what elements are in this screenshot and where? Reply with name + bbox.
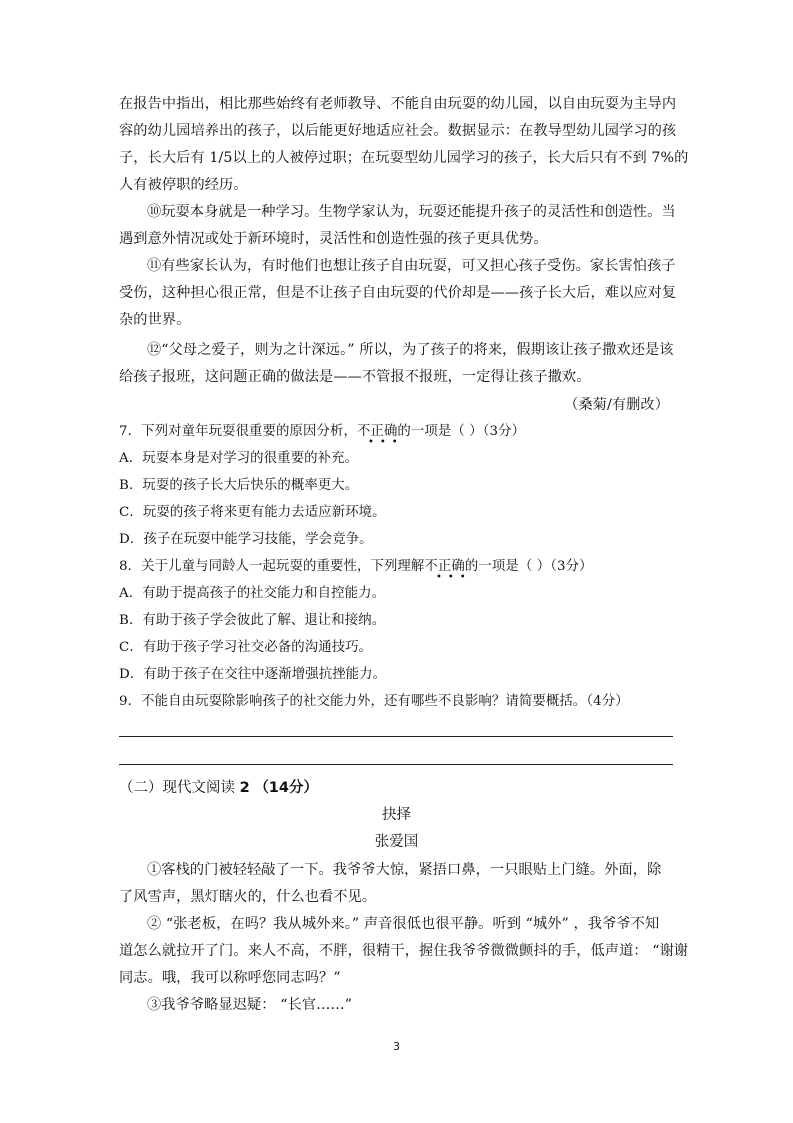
emphasis-dots: •••: [436, 572, 472, 583]
story-paragraph-1-line: ①客栈的门被轻轻敲了一下。我爷爷大惊，紧捂口鼻，一只眼贴上门缝。外面，除: [147, 862, 662, 878]
q8-option-d: D．有助于孩子在交往中逐渐增强抗挫能力。: [119, 667, 387, 682]
q8-option-b: B．有助于孩子学会彼此了解、退让和接纳。: [119, 613, 386, 628]
section-heading-score: （14分）: [254, 780, 318, 796]
answer-line: [119, 736, 673, 737]
emphasis-dots: •••: [368, 437, 404, 448]
section-heading: [119, 778, 318, 798]
story-author: 张爱国: [374, 834, 419, 850]
source-note: （桑菊/有删改）: [564, 397, 669, 413]
story-paragraph-2-line: ② “张老板，在吗？我从城外来。” 声音很低也很平静。听到 “城外” ，我爷爷不知: [147, 916, 660, 932]
story-paragraph-3-line: ③我爷爷略显迟疑： “长官……”: [147, 997, 353, 1013]
passage-line: 在报告中指出，相比那些始终有老师教导、不能自由玩耍的幼儿园，以自由玩耍为主导内: [119, 96, 677, 112]
story-line: 了风雪声，黑灯瞎火的，什么也看不见。: [119, 889, 377, 905]
passage-line: 给孩子报班，这问题正确的做法是——不管报不报班，一定得让孩子撒欢。: [119, 369, 591, 385]
q7-option-d: D．孩子在玩耍中能学习技能，学会竞争。: [119, 532, 373, 547]
story-line: 同志。哦，我可以称呼您同志吗？”: [119, 970, 341, 986]
story-line: 道怎么就拉开了门。来人不高，不胖，很精干，握住我爷爷微微颤抖的手，低声道： “谢谢: [119, 943, 689, 959]
answer-line: [119, 764, 673, 765]
section-heading-text: （二）现代文阅读: [119, 780, 235, 796]
passage-line: 杂的世界。: [119, 312, 191, 328]
passage-line: 受伤，这种担心很正常，但是不让孩子自由玩耍的代价却是——孩子长大后，难以应对复: [119, 285, 677, 301]
passage-line: 子，长大后有 1/5以上的人被停过职；在玩耍型幼儿园学习的孩子，长大后只有不到 7%的: [119, 150, 689, 166]
paragraph-12-line: ⑫“父母之爱子，则为之计深远。” 所以，为了孩子的将来，假期该让孩子撒欢还是该: [147, 342, 674, 358]
passage-line: 人有被停职的经历。: [119, 177, 248, 193]
question-7: 7．下列对童年玩耍很重要的原因分析，不正确的一项是（ ）（3分）: [119, 424, 526, 439]
q7-option-c: C．玩耍的孩子将来更有能力去适应新环境。: [119, 505, 386, 520]
story-title: 抉择: [382, 807, 411, 823]
question-8: 8．关于儿童与同龄人一起玩耍的重要性，下列理解不正确的一项是（ ）（3分）: [119, 559, 593, 574]
q8-option-c: C．有助于孩子学习社交必备的沟通技巧。: [119, 640, 373, 655]
passage-line: 容的幼儿园培养出的孩子，以后能更好地适应社会。数据显示：在教导型幼儿园学习的孩: [119, 123, 677, 139]
q7-option-b: B．玩耍的孩子长大后快乐的概率更大。: [119, 478, 359, 493]
q8-option-a: A．有助于提高孩子的社交能力和自控能力。: [119, 586, 386, 601]
passage-line: 遇到意外情况或处于新环境时，灵活性和创造性强的孩子更具优势。: [119, 231, 548, 247]
paragraph-11-line: ⑪有些家长认为，有时他们也想让孩子自由玩耍，可又担心孩子受伤。家长害怕孩子: [147, 258, 676, 274]
question-9: 9．不能自由玩耍除影响孩子的社交能力外，还有哪些不良影响？请简要概括。（4分）: [119, 694, 629, 709]
paragraph-10-line: ⑩玩耍本身就是一种学习。生物学家认为，玩耍还能提升孩子的灵活性和创造性。当: [147, 204, 676, 220]
section-heading-number: 2: [239, 780, 250, 796]
q7-option-a: A．玩耍本身是对学习的很重要的补充。: [119, 451, 359, 466]
page-number: 3: [393, 1040, 400, 1053]
